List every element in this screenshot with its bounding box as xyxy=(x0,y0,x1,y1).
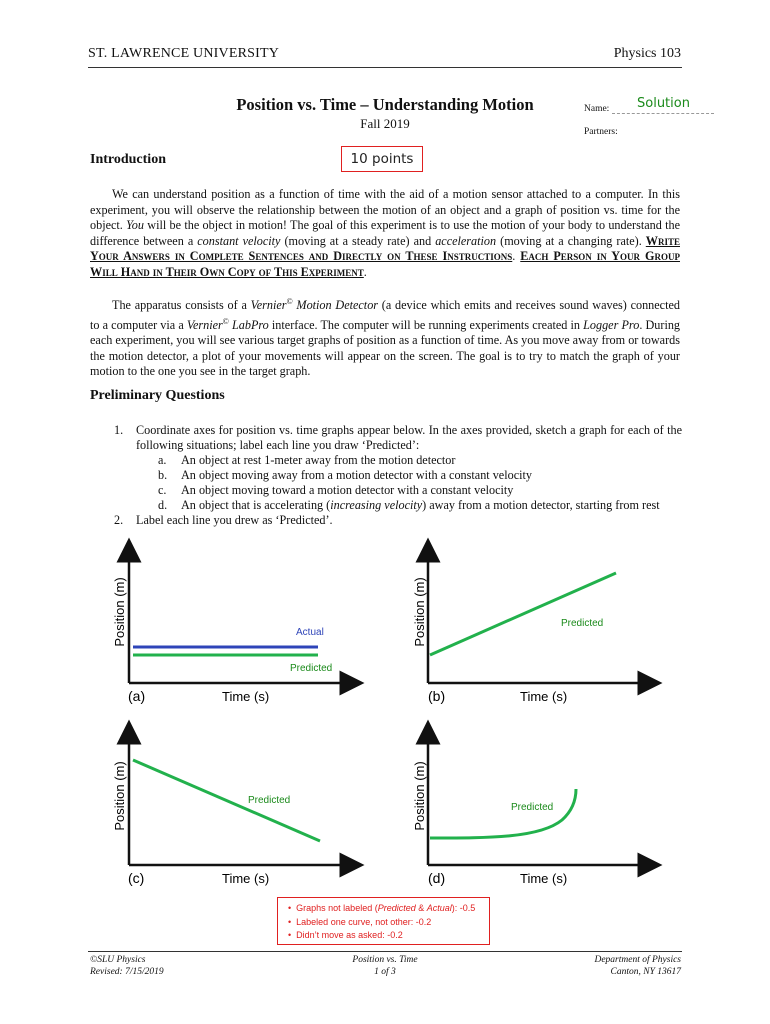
graph-d xyxy=(412,732,650,886)
name-value: Solution xyxy=(637,96,690,111)
partners-label: Partners: xyxy=(584,127,618,137)
graph-d-predicted-curve xyxy=(430,789,576,838)
graph-c-tag: (c) xyxy=(128,870,145,886)
header-rule xyxy=(88,67,682,68)
graph-a-predicted-label: Predicted xyxy=(290,663,333,674)
graph-c-predicted-label: Predicted xyxy=(248,795,291,806)
graph-a-x-label: Time (s) xyxy=(222,689,270,704)
graph-c-predicted-line xyxy=(133,760,320,841)
footer-doc-title: Position vs. Time xyxy=(352,955,418,965)
footer-address: Canton, NY 13617 xyxy=(610,967,681,977)
grading-box xyxy=(277,897,490,945)
graph-b-x-label: Time (s) xyxy=(520,689,568,704)
footer-department: Department of Physics xyxy=(594,955,681,965)
grading-item-2: • Labeled one curve, not other: -0.2 xyxy=(288,916,432,927)
graph-d-predicted-label: Predicted xyxy=(511,802,554,813)
footer-copyright: ©SLU Physics xyxy=(90,955,146,965)
question-1-number: 1. xyxy=(114,423,124,437)
name-label: Name: xyxy=(584,104,610,114)
footer-right xyxy=(594,954,681,978)
graph-a-actual-label: Actual xyxy=(296,627,324,638)
footer-page-number: 1 of 3 xyxy=(374,967,396,977)
intro-paragraph-2: The apparatus consists of a Vernier© Motion Detector (a device which emits and receives sound waves) connected to a computer via a Vernier© LabPro interface. The computer will be running experiments created in Logger Pro. During each experiment, you will see various target graphs of position as a function of time. As you move away from or towards the motion detector, a plot of your movements will appear on the screen. The goal is to try to match the graph of your motion to the one you see in the target graph. xyxy=(90,297,681,379)
grading-item-1: • Graphs not labeled (Predicted & Actual): -0.5 xyxy=(288,903,476,913)
graph-d-x-label: Time (s) xyxy=(520,871,568,886)
footer-revised: Revised: 7/15/2019 xyxy=(90,967,164,977)
graph-b-predicted-label: Predicted xyxy=(561,618,604,629)
item-a-letter: a. xyxy=(158,453,167,467)
graph-c xyxy=(112,732,352,886)
intro-paragraph-1: We can understand position as a function of time with the aid of a motion sensor attached to a computer. In this experiment, you will observe the relationship between the motion of an object and a graph of position vs. time for the object. You will be the object in motion! The goal of this experiment is to use the motion of your body to understand the difference between a constant velocity (moving at a steady rate) and acceleration (moving at a changing rate). Write Your Answers in Complete Sentences and Directly on These Instructions. Each Person in Your Group Will Hand in Their Own Copy of This Experiment. xyxy=(90,187,680,279)
graphs-area xyxy=(0,530,770,900)
item-b-text: An object moving away from a motion detector with a constant velocity xyxy=(181,468,532,482)
graph-d-tag: (d) xyxy=(428,870,446,886)
graph-a-tag: (a) xyxy=(128,688,146,704)
page-title: Position vs. Time – Understanding Motion xyxy=(236,95,534,114)
graph-d-y-label: Position (m) xyxy=(412,761,427,831)
header-course: Physics 103 xyxy=(613,46,681,61)
question-1-text: Coordinate axes for position vs. time graphs appear below. In the axes provided, sketch a graph for each of the following situations; label each line you draw ‘Predicted’: xyxy=(136,423,682,452)
grading-item-3: • Didn’t move as asked: -0.2 xyxy=(288,930,403,940)
header-university: ST. LAWRENCE UNIVERSITY xyxy=(88,46,280,61)
item-a-text: An object at rest 1-meter away from the motion detector xyxy=(181,453,456,467)
preliminary-heading: Preliminary Questions xyxy=(90,388,225,403)
graph-a-y-label: Position (m) xyxy=(112,577,127,647)
intro-heading: Introduction xyxy=(90,152,166,167)
page-term: Fall 2019 xyxy=(360,116,410,131)
footer-left xyxy=(90,954,164,978)
question-2-text: Label each line you drew as ‘Predicted’. xyxy=(136,513,333,527)
item-c-letter: c. xyxy=(158,483,167,497)
item-d-letter: d. xyxy=(158,498,168,512)
graph-b xyxy=(412,550,650,704)
points-box: 10 points xyxy=(341,146,423,172)
graph-b-tag: (b) xyxy=(428,688,446,704)
question-2-number: 2. xyxy=(114,513,124,527)
footer-rule xyxy=(88,951,682,952)
item-b-letter: b. xyxy=(158,468,168,482)
graph-c-y-label: Position (m) xyxy=(112,761,127,831)
item-c-text: An object moving toward a motion detector with a constant velocity xyxy=(181,483,514,497)
item-d-text: An object that is accelerating (increasing velocity) away from a motion detector, starting from rest xyxy=(181,498,660,512)
footer-center xyxy=(310,954,460,978)
graph-b-predicted-line xyxy=(430,573,616,655)
graph-a xyxy=(112,550,352,704)
name-field[interactable] xyxy=(612,96,714,114)
graph-b-y-label: Position (m) xyxy=(412,577,427,647)
graph-c-x-label: Time (s) xyxy=(222,871,270,886)
